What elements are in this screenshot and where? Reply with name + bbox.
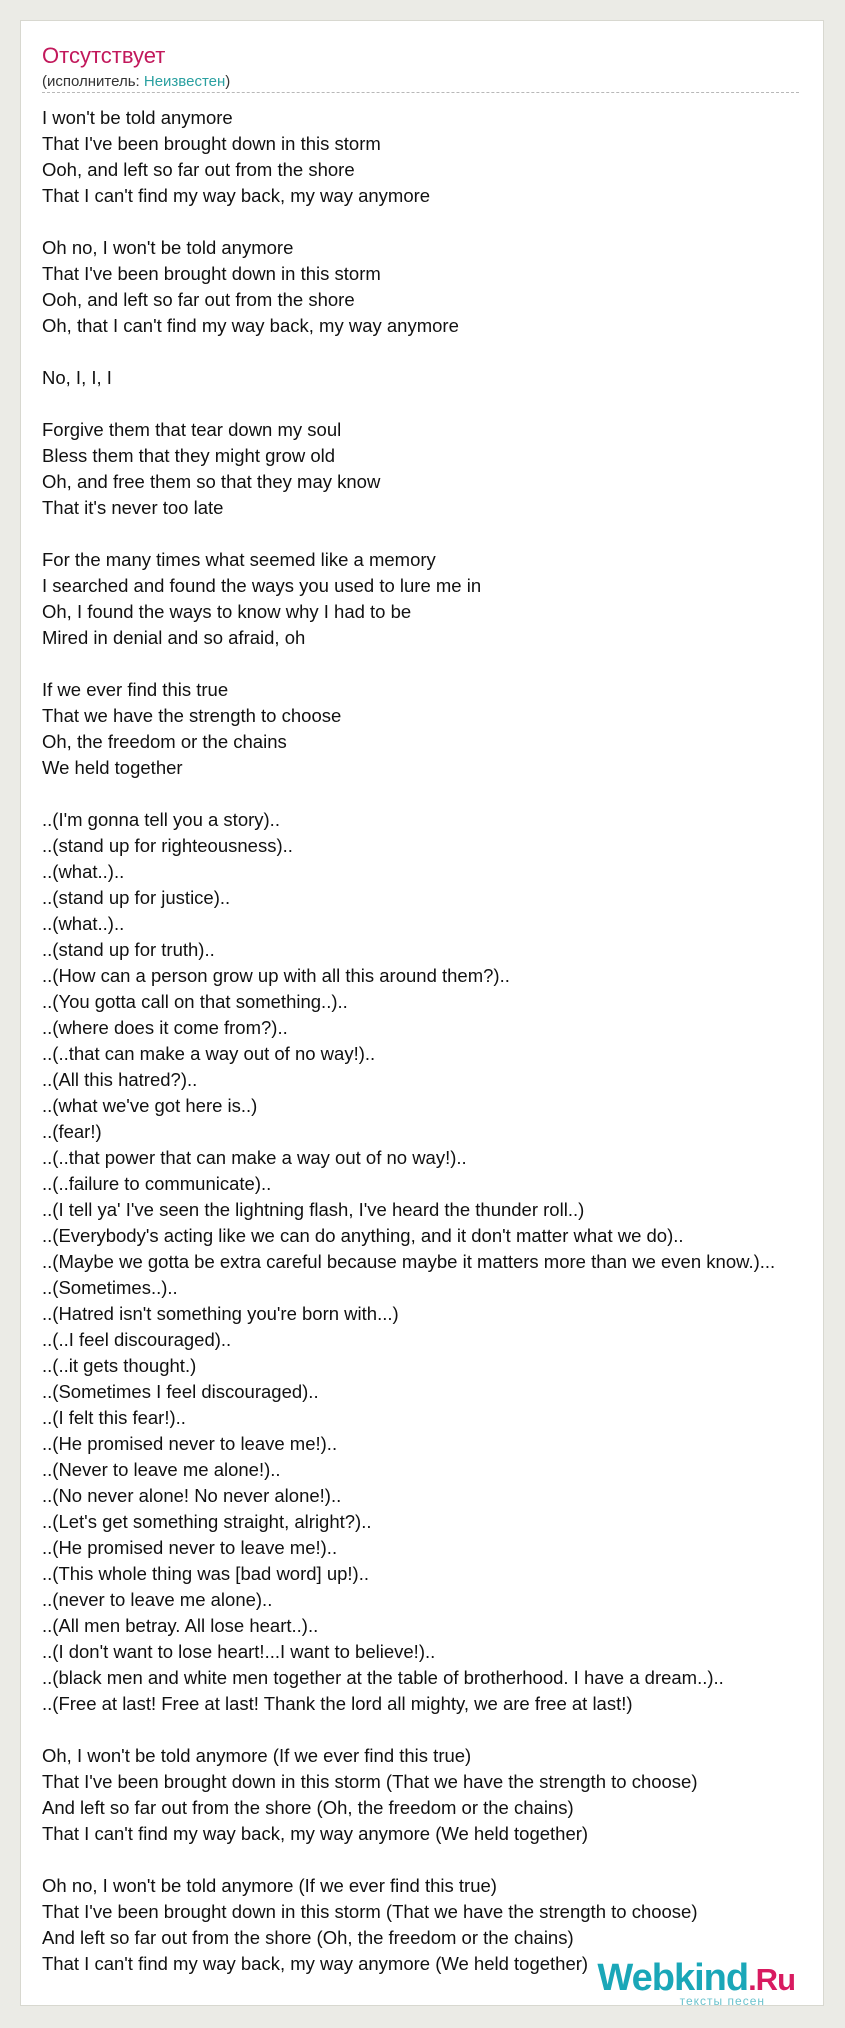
lyric-line: Forgive them that tear down my soul xyxy=(42,419,342,440)
song-title: Отсутствует xyxy=(42,43,166,68)
lyric-line: ..(No never alone! No never alone!).. xyxy=(42,1485,342,1506)
lyric-line: ..(Sometimes..).. xyxy=(42,1277,178,1298)
lyric-line: If we ever find this true xyxy=(42,679,229,700)
lyric-line: Oh, the freedom or the chains xyxy=(42,731,287,752)
lyric-line: ..(Free at last! Free at last! Thank the lord all mighty, we are free at last!) xyxy=(42,1693,633,1714)
lyric-line: That I've been brought down in this storm (That we have the strength to choose) xyxy=(42,1901,698,1922)
lyric-line: For the many times what seemed like a memory xyxy=(42,549,436,570)
lyric-line: ..(Never to leave me alone!).. xyxy=(42,1459,281,1480)
lyrics-text xyxy=(42,105,824,1977)
lyric-line: ..(stand up for righteousness).. xyxy=(42,835,293,856)
lyric-line: ..(Let's get something straight, alright?).. xyxy=(42,1511,372,1532)
lyric-line xyxy=(42,781,824,807)
site-logo[interactable] xyxy=(597,1958,795,2006)
lyric-line: Ooh, and left so far out from the shore xyxy=(42,159,355,180)
lyric-line: ..(..that power that can make a way out of no way!).. xyxy=(42,1147,467,1168)
lyric-line: That we have the strength to choose xyxy=(42,705,342,726)
lyric-line: ..(Maybe we gotta be extra careful because maybe it matters more than we even know.)... xyxy=(42,1251,776,1272)
lyric-line: ..(..I feel discouraged).. xyxy=(42,1329,232,1350)
lyric-line: ..(You gotta call on that something..).. xyxy=(42,991,348,1012)
lyric-line: ..(He promised never to leave me!).. xyxy=(42,1537,338,1558)
lyric-line: ..(This whole thing was [bad word] up!).. xyxy=(42,1563,369,1584)
lyric-line: ..(How can a person grow up with all this around them?).. xyxy=(42,965,510,986)
lyric-line: Oh, I found the ways to know why I had to be xyxy=(42,601,412,622)
lyric-line xyxy=(42,209,824,235)
lyric-line: No, I, I, I xyxy=(42,367,112,388)
lyric-line: ..(All men betray. All lose heart..).. xyxy=(42,1615,319,1636)
lyric-line: ..(I felt this fear!).. xyxy=(42,1407,186,1428)
lyric-line xyxy=(42,1847,824,1873)
lyric-line: I searched and found the ways you used to lure me in xyxy=(42,575,482,596)
lyric-line: ..(I'm gonna tell you a story).. xyxy=(42,809,280,830)
lyric-line: That I can't find my way back, my way anymore xyxy=(42,185,431,206)
lyric-line: ..(stand up for truth).. xyxy=(42,939,215,960)
lyric-line: Oh no, I won't be told anymore (If we ever find this true) xyxy=(42,1875,497,1896)
artist-suffix: ) xyxy=(225,73,231,90)
logo-tld: .Ru xyxy=(748,1962,795,1997)
lyric-line: Oh, and free them so that they may know xyxy=(42,471,381,492)
lyric-line: ..(Sometimes I feel discouraged).. xyxy=(42,1381,319,1402)
lyric-line: ..(what..).. xyxy=(42,861,125,882)
lyric-line: That I've been brought down in this storm xyxy=(42,263,381,284)
lyric-line: ..(where does it come from?).. xyxy=(42,1017,288,1038)
lyric-line: I won't be told anymore xyxy=(42,107,233,128)
lyric-line: That I can't find my way back, my way anymore (We held together) xyxy=(42,1953,589,1974)
artist-link[interactable]: Неизвестен xyxy=(143,73,226,90)
lyric-line: And left so far out from the shore (Oh, the freedom or the chains) xyxy=(42,1927,574,1948)
lyric-line: We held together xyxy=(42,757,183,778)
lyric-line: That I've been brought down in this storm (That we have the strength to choose) xyxy=(42,1771,698,1792)
lyric-line: ..(He promised never to leave me!).. xyxy=(42,1433,338,1454)
lyric-line: ..(..it gets thought.) xyxy=(42,1355,197,1376)
lyric-line xyxy=(42,391,824,417)
lyric-line: And left so far out from the shore (Oh, the freedom or the chains) xyxy=(42,1797,574,1818)
lyric-line xyxy=(42,339,824,365)
lyric-line: ..(Hatred isn't something you're born with...) xyxy=(42,1303,399,1324)
lyric-line: ..(what..).. xyxy=(42,913,125,934)
lyrics-card xyxy=(20,20,824,2006)
lyric-line: ..(stand up for justice).. xyxy=(42,887,231,908)
lyric-line xyxy=(42,521,824,547)
lyric-line: ..(fear!) xyxy=(42,1121,102,1142)
lyric-line: ..(never to leave me alone).. xyxy=(42,1589,273,1610)
lyric-line: Oh no, I won't be told anymore xyxy=(42,237,294,258)
lyric-line: That I can't find my way back, my way anymore (We held together) xyxy=(42,1823,589,1844)
lyric-line xyxy=(42,1717,824,1743)
lyric-line: Ooh, and left so far out from the shore xyxy=(42,289,355,310)
lyric-line: Oh, that I can't find my way back, my way anymore xyxy=(42,315,459,336)
lyric-line: Mired in denial and so afraid, oh xyxy=(42,627,306,648)
artist-line xyxy=(42,73,230,90)
lyric-line xyxy=(42,651,824,677)
lyric-line: ..(I tell ya' I've seen the lightning flash, I've heard the thunder roll..) xyxy=(42,1199,585,1220)
logo-wordmark: Webkind xyxy=(597,1957,749,1999)
lyric-line: ..(..failure to communicate).. xyxy=(42,1173,272,1194)
lyric-line: ..(..that can make a way out of no way!).. xyxy=(42,1043,376,1064)
artist-prefix: (исполнитель: xyxy=(42,73,144,90)
lyric-line: That I've been brought down in this storm xyxy=(42,133,381,154)
lyric-line: ..(Everybody's acting like we can do anything, and it don't matter what we do).. xyxy=(42,1225,684,1246)
lyric-line: ..(I don't want to lose heart!...I want to believe!).. xyxy=(42,1641,436,1662)
lyric-line: That it's never too late xyxy=(42,497,224,518)
lyric-line: ..(All this hatred?).. xyxy=(42,1069,198,1090)
logo-tagline: тексты песен xyxy=(679,1994,765,2006)
lyric-line: ..(what we've got here is..) xyxy=(42,1095,258,1116)
lyric-line: Oh, I won't be told anymore (If we ever find this true) xyxy=(42,1745,472,1766)
title-divider xyxy=(42,92,799,93)
lyric-line: Bless them that they might grow old xyxy=(42,445,336,466)
lyric-line: ..(black men and white men together at the table of brotherhood. I have a dream..).. xyxy=(42,1667,724,1688)
